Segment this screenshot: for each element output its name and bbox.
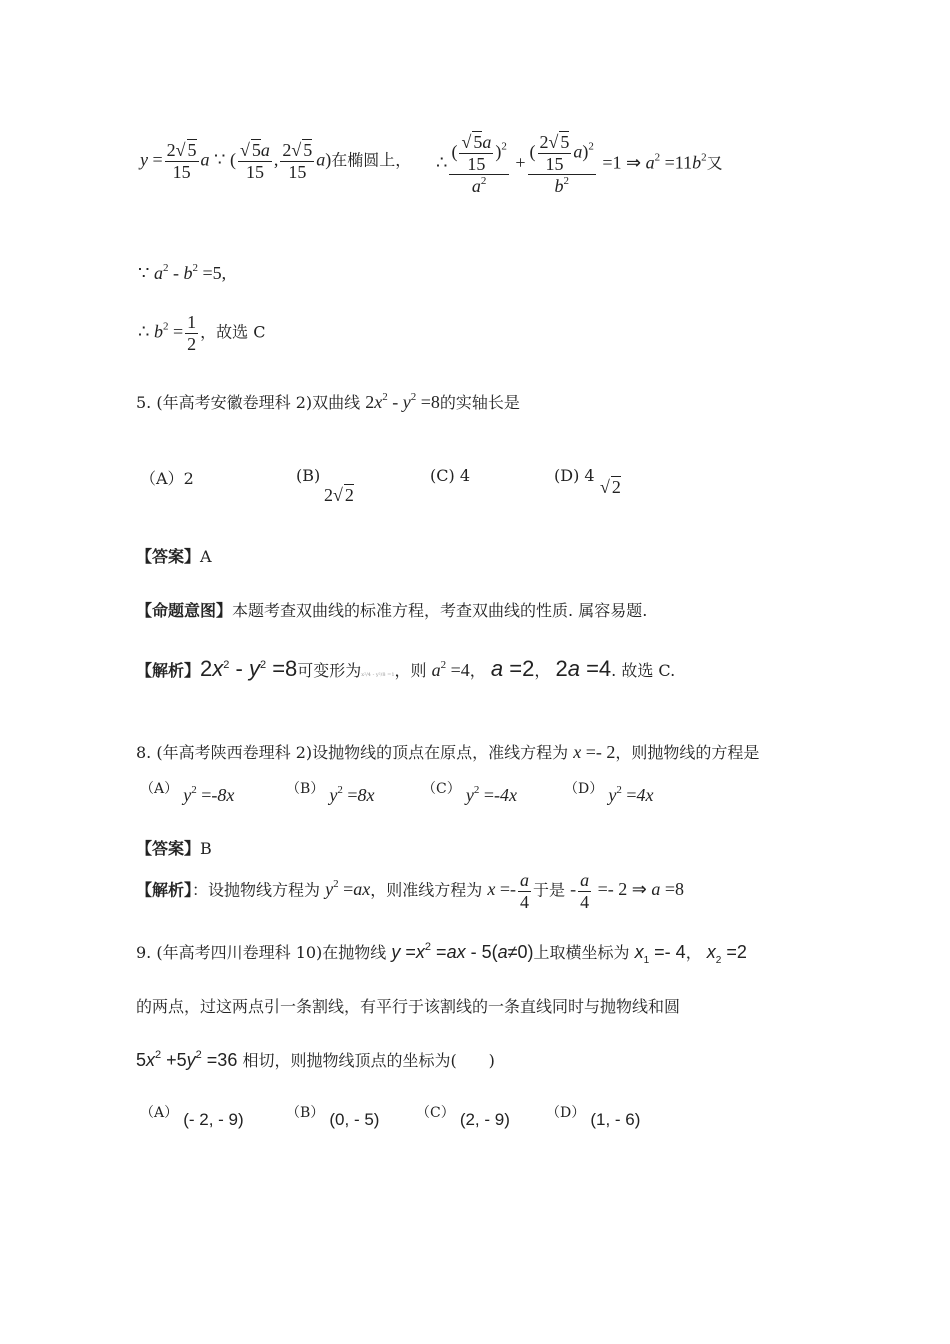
question-5-source: (年高考安徽卷理科 2) xyxy=(156,393,313,412)
analysis-faint-equation: x²/4 - y²/8 =1 xyxy=(361,672,395,678)
question-9-options xyxy=(140,1102,840,1142)
question-5-analysis: 【解析】$2x^2 - y^2 =8$可变形为x²/4 - y²/8 =1，则 $a^2 =4$， a =2， 2a =4. 故选 C. xyxy=(136,656,676,681)
question-5-equation: $2x^2 - y^2 =8$ xyxy=(365,391,440,412)
q8-option-c: （C） $y^2 =-4x$ xyxy=(422,781,517,805)
on-ellipse-text: 在椭圆上， xyxy=(331,150,412,170)
question-5-options xyxy=(140,466,840,506)
difference-value: 5, xyxy=(212,263,227,283)
question-5-text-b: 的实轴长是 xyxy=(439,393,520,412)
q5-option-a: （A）2 xyxy=(140,469,194,488)
question-8: 8. (年高考陕西卷理科 2)设抛物线的顶点在原点，准线方程为 x =- 2，则抛物线的方程是 xyxy=(136,742,760,762)
choose-c-text: ，故选 C xyxy=(200,322,266,342)
question-9: 9. (年高考四川卷理科 10)在抛物线 $y =x^2 =ax - 5(a\ne 0)$上取横坐标为 $x_1 =- 4$， $x_2 =2$ xyxy=(136,941,747,966)
question-5-intent: 【命题意图】本题考查双曲线的标准方程，考查双曲线的性质. 属容易题. xyxy=(136,601,648,620)
q9-option-c: （C） (2, - 9) xyxy=(416,1105,510,1129)
question-9-continued: 的两点，过这两点引一条割线，有平行于该割线的一条直线同时与抛物线和圆 xyxy=(136,997,681,1016)
analysis-equation: $2x^2 - y^2 =8$ xyxy=(200,656,298,681)
q9-option-b: （B） (0, - 5) xyxy=(286,1105,380,1129)
question-8-answer: 【答案】B xyxy=(136,839,212,858)
q8-option-b: （B） $y^2 =8x$ xyxy=(286,781,375,805)
difference-equation: ∵ $a^2 - b^2 =5$, xyxy=(138,262,227,283)
question-8-analysis: 【解析】：设抛物线方程为 $y^2 =ax$，则准线方程为 x =- $\frac{a}{4}$ 于是 - $\frac{a}{4}$ =- 2 ⇒ a =8 xyxy=(136,870,685,912)
ellipse-result: 11 xyxy=(674,152,693,173)
question-5-answer: 【答案】A xyxy=(136,547,212,566)
question-5-text-a: 双曲线 xyxy=(312,393,361,412)
solution-continuation-line: y = $\frac{2√ 5}{15}$ a ∵ ( $\frac{√ 5a}{15}$ , $\frac{2√ 5}{15}$ a)在椭圆上， xyxy=(140,140,412,182)
q9-option-d: （D） (1, - 6) xyxy=(546,1105,641,1129)
question-5-number: 5. xyxy=(136,393,152,412)
q5-option-b: (B) 2√ 2 xyxy=(296,466,354,505)
q5-option-d: (D) 4 √ 2 xyxy=(554,466,621,497)
question-5 xyxy=(136,390,520,413)
q8-option-d: （D） $y^2 =4x$ xyxy=(564,781,654,805)
q8-option-a: （A） $y^2 =-8x$ xyxy=(140,781,235,805)
q9-option-a: （A） (- 2, - 9) xyxy=(140,1105,244,1129)
q5-option-c: (C) 4 xyxy=(430,466,471,485)
and-text: 又 xyxy=(706,153,723,173)
question-8-options xyxy=(140,778,840,818)
ellipse-equation: ∴ ( $\frac{√ 5a}{15}$ )$^2$ $a^2$ + ( $\frac{2√ 5}{15}$ a)$^2$ $b^2$ =1 ⇒ $a^2 =11b^2$又 xyxy=(436,132,723,197)
b-squared-result: ∴ $b^2$ = $\frac{1}{2}$ ，故选 C xyxy=(138,312,266,354)
question-9-circle: $5x^2 +5y^2 =36$ 相切，则抛物线顶点的坐标为( ) xyxy=(136,1049,495,1070)
